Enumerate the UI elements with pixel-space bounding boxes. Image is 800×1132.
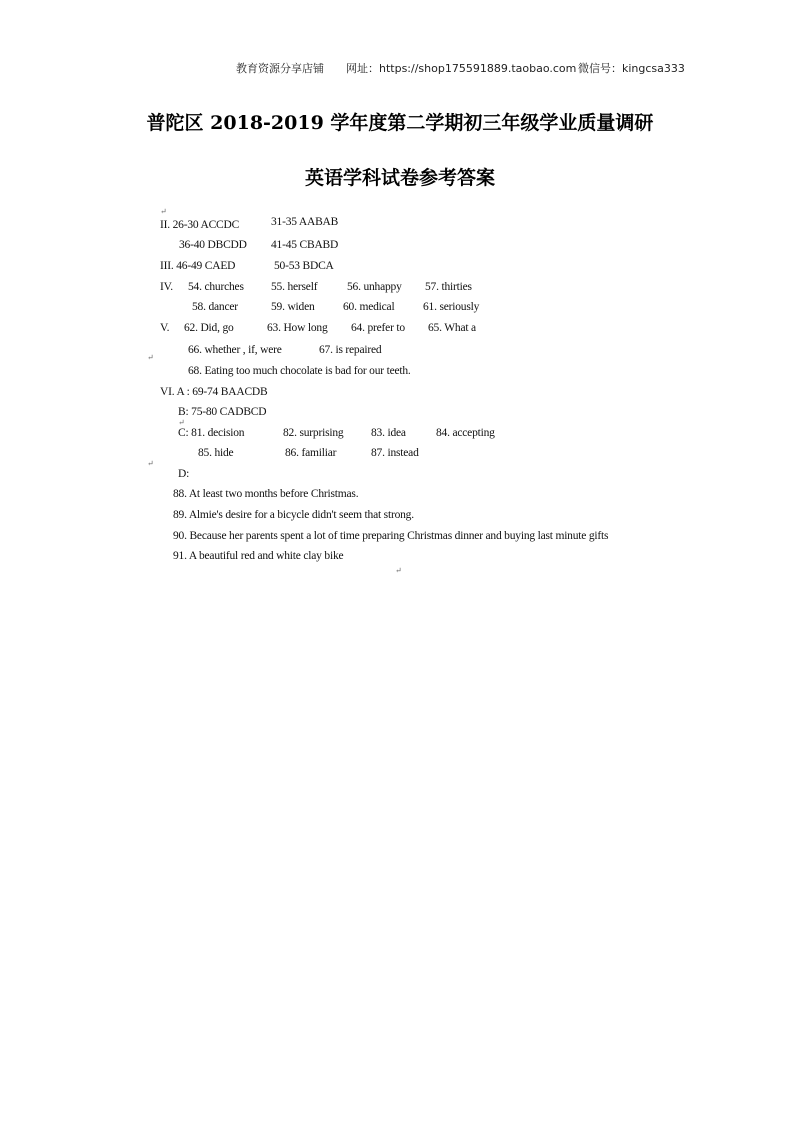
answer-item: 84. accepting (436, 427, 495, 439)
shop-url: 网址：https://shop175591889.taobao.com (346, 62, 577, 75)
answer-item: 85. hide (198, 447, 234, 459)
answer-sentence: 68. Eating too much chocolate is bad for our teeth. (188, 365, 411, 377)
answer-item: 83. idea (371, 427, 406, 439)
shop-name: 教育资源分享店铺 (236, 62, 324, 75)
answer-iii-a: III. 46-49 CAED (160, 260, 236, 272)
section-label: V. (160, 322, 170, 334)
answer-ii-c: 36-40 DBCDD (179, 239, 247, 251)
answer-item: 55. herself (271, 281, 318, 293)
document-subtitle: 英语学科试卷参考答案 (304, 167, 495, 189)
answer-ii-a: II. 26-30 ACCDC (160, 219, 240, 231)
answer-item: 82. surprising (283, 427, 344, 439)
answer-sentence: 89. Almie's desire for a bicycle didn't seem that strong. (173, 509, 414, 521)
answer-vi-d: D: (178, 468, 190, 480)
answer-item: 60. medical (343, 301, 395, 313)
answer-item: 57. thirties (425, 281, 472, 293)
paragraph-mark-icon (147, 459, 154, 468)
answer-item: 56. unhappy (347, 281, 402, 293)
paragraph-mark-icon (147, 353, 154, 362)
page-header (0, 60, 800, 78)
answer-item: 87. instead (371, 447, 419, 459)
answer-item: 86. familiar (285, 447, 337, 459)
answer-item: 59. widen (271, 301, 315, 313)
answer-item: C: 81. decision (178, 427, 245, 439)
answer-sentence: 88. At least two months before Christmas. (173, 488, 359, 500)
paragraph-mark-icon (178, 418, 185, 427)
answer-ii-d: 41-45 CBABD (271, 239, 339, 251)
answer-item: 58. dancer (192, 301, 238, 313)
paragraph-mark-icon (160, 207, 167, 216)
answer-item: 63. How long (267, 322, 328, 334)
answer-sentence: 90. Because her parents spent a lot of time preparing Christmas dinner and buying last minute gifts (173, 530, 609, 542)
answer-item: 61. seriously (423, 301, 480, 313)
wechat-id: 微信号：kingcsa333 (578, 62, 685, 75)
answer-sentence: 91. A beautiful red and white clay bike (173, 550, 344, 562)
answer-item: 66. whether , if, were (188, 344, 282, 356)
answer-item: 65. What a (428, 322, 476, 334)
answer-vi-a: VI. A : 69-74 BAACDB (160, 386, 268, 398)
answer-item: 62. Did, go (184, 322, 234, 334)
answer-item: 67. is repaired (319, 344, 382, 356)
answer-item: 54. churches (188, 281, 244, 293)
answer-vi-b: B: 75-80 CADBCD (178, 406, 267, 418)
answer-ii-b: 31-35 AABAB (271, 216, 339, 228)
answer-item: 64. prefer to (351, 322, 405, 334)
section-label: IV. (160, 281, 173, 293)
answer-iii-b: 50-53 BDCA (274, 260, 334, 272)
paragraph-mark-icon (395, 566, 402, 575)
document-title: 普陀区 2018-2019 学年度第二学期初三年级学业质量调研 (146, 112, 654, 134)
